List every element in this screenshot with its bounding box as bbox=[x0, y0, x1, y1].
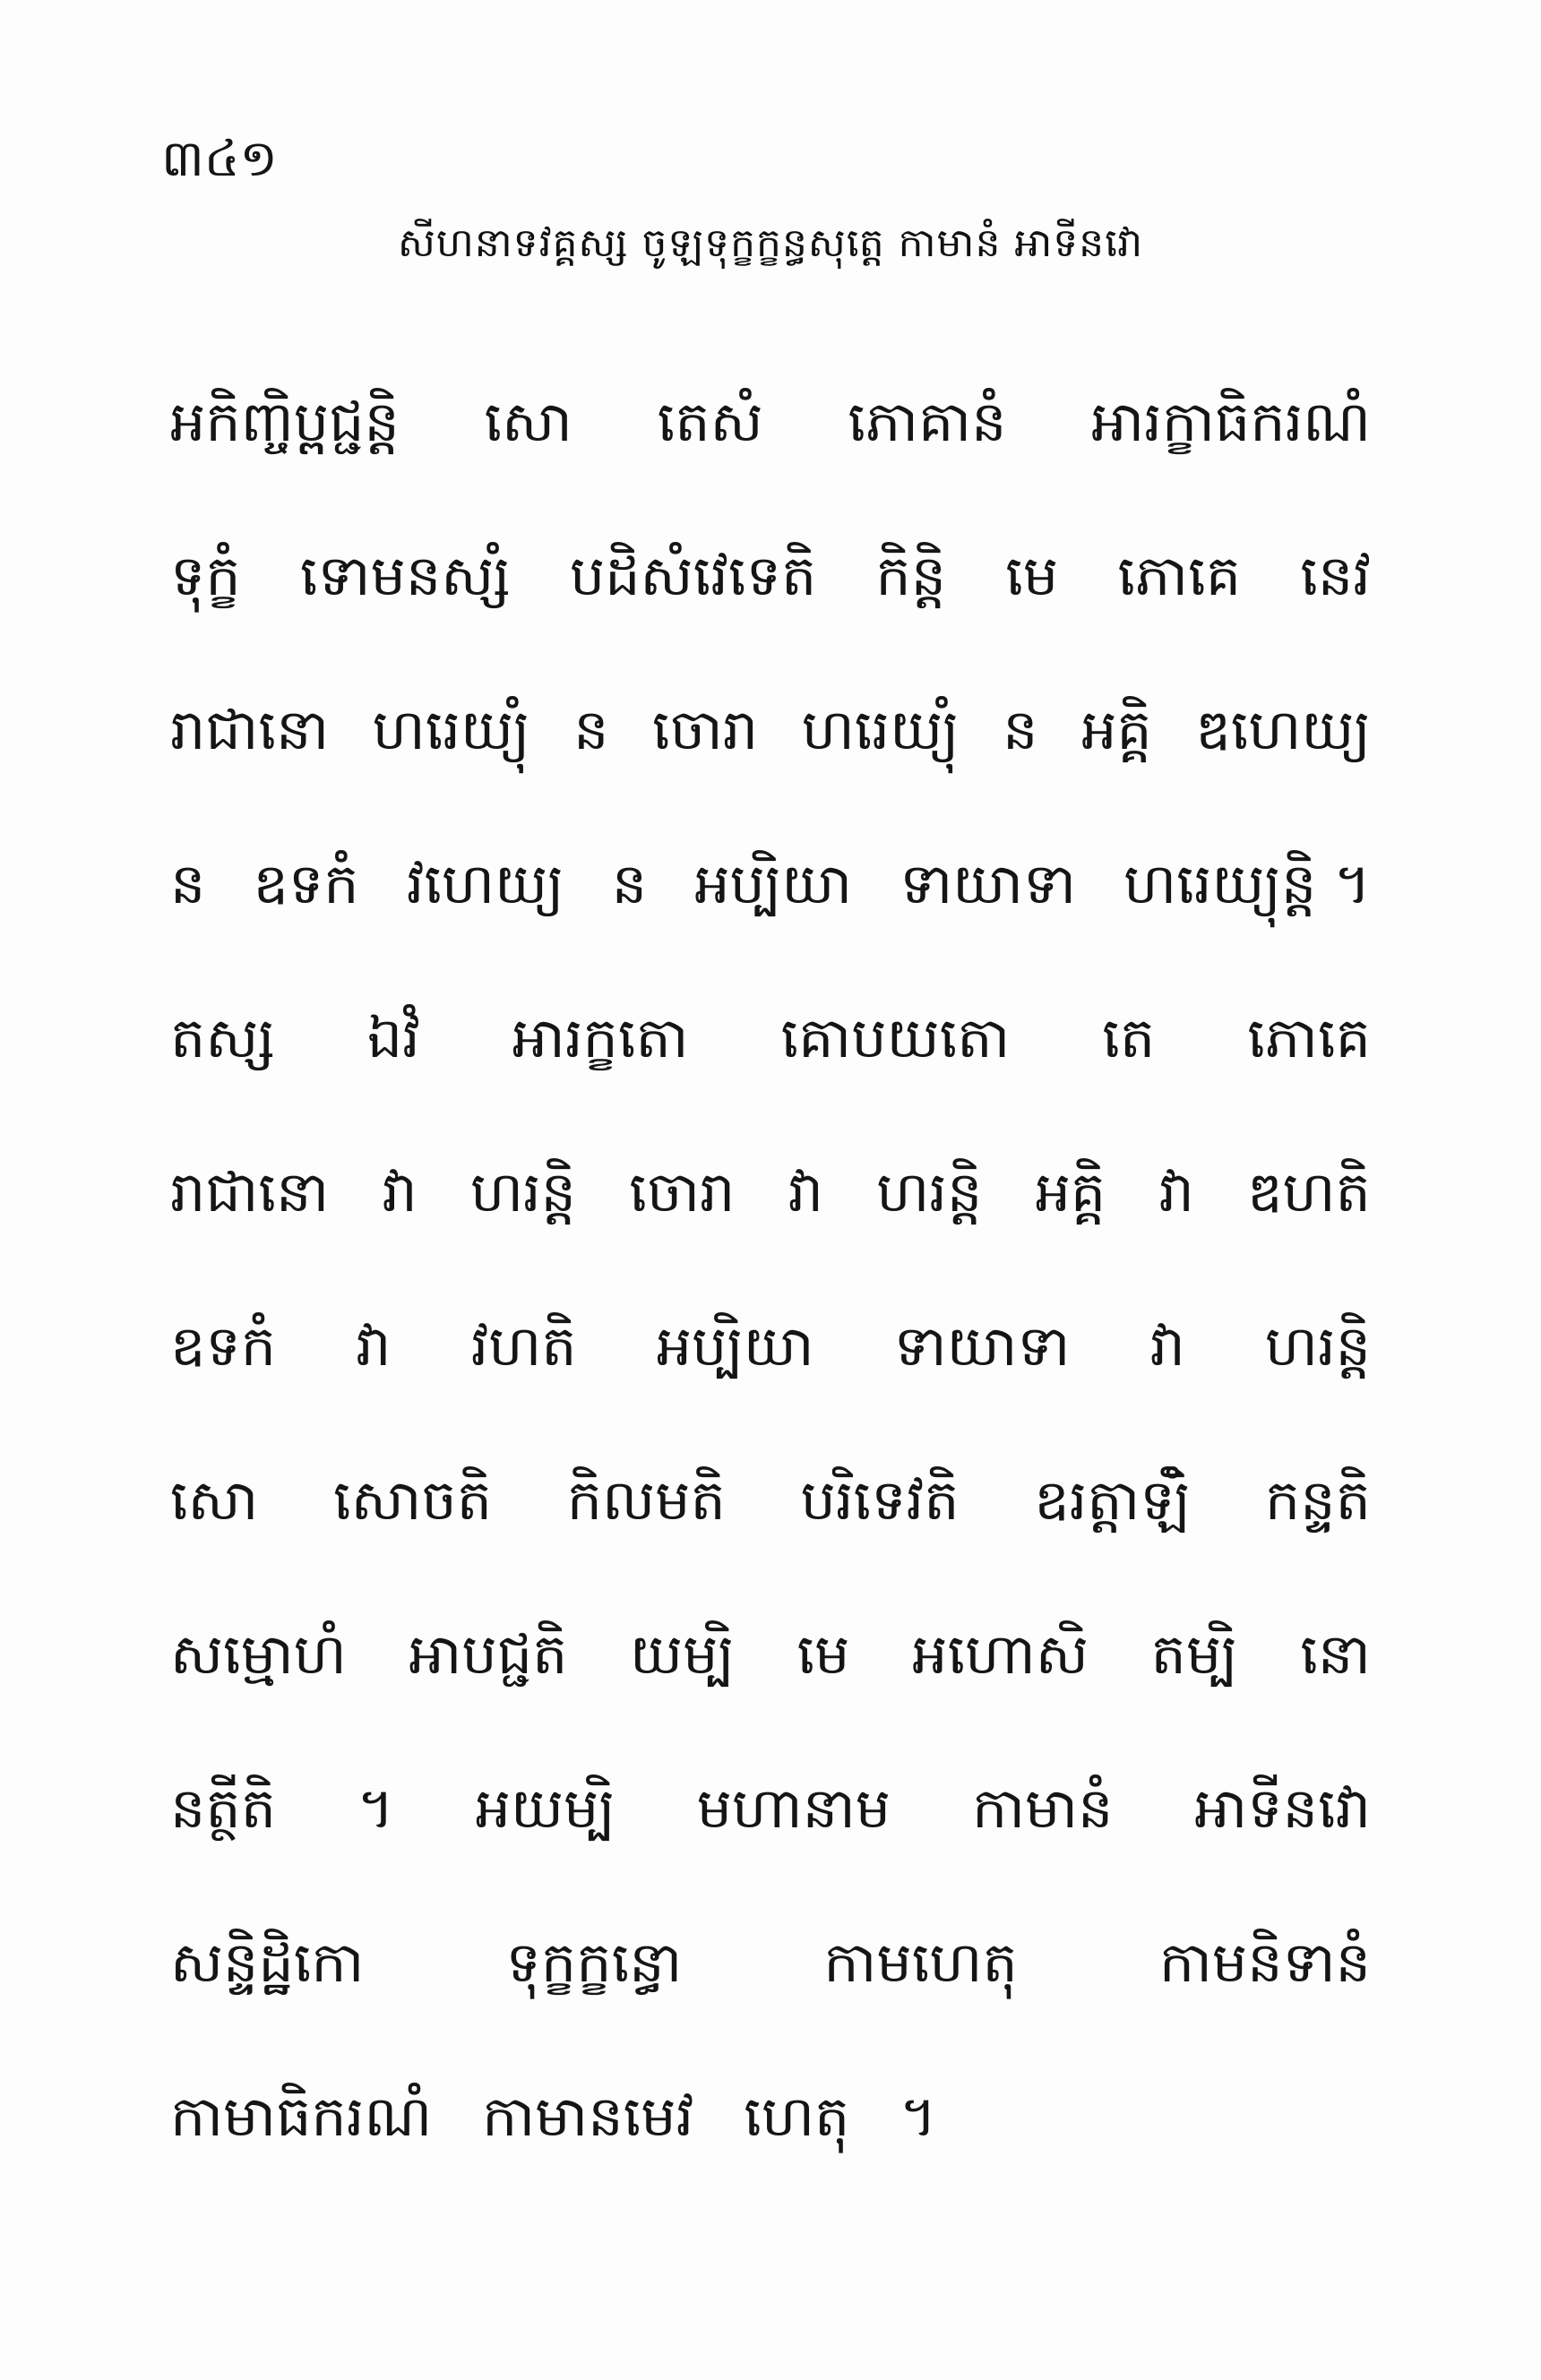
word: ន bbox=[573, 697, 609, 762]
text-line bbox=[170, 1886, 1371, 2040]
word: កន្ទតិ bbox=[1264, 1467, 1371, 1533]
text-line bbox=[170, 807, 1371, 961]
text-line bbox=[170, 1423, 1371, 1577]
word: ហរេយ្យុន្តិ ។ bbox=[1123, 851, 1371, 916]
word: តស្ស bbox=[170, 1005, 275, 1070]
word: កាមានមេវ bbox=[482, 2084, 694, 2149]
word: វហេយ្យ bbox=[406, 851, 564, 916]
word: វា bbox=[356, 1313, 392, 1379]
word: កាមាធិករណំ bbox=[170, 2084, 433, 2149]
word: អគ្គិ bbox=[1035, 1159, 1106, 1224]
word: នេវ bbox=[1300, 543, 1371, 608]
text-line bbox=[170, 2040, 1371, 2194]
word: គោបយតោ bbox=[780, 1005, 1011, 1070]
word: ន bbox=[1003, 697, 1038, 762]
word: នត្ថីតិ bbox=[170, 1775, 277, 1841]
text-line bbox=[170, 499, 1371, 653]
word: កាមានំ bbox=[971, 1775, 1114, 1841]
text-line bbox=[170, 1731, 1371, 1886]
word: ឌហតិ bbox=[1247, 1159, 1371, 1224]
word: កិលមតិ bbox=[566, 1467, 726, 1533]
word: ហរេយ្យុំ bbox=[801, 697, 960, 762]
word: ឧរត្តាឡិំ bbox=[1034, 1467, 1191, 1533]
word: ឧទកំ bbox=[253, 851, 359, 916]
word: ភោគេ bbox=[1117, 543, 1242, 608]
word: អាទីនវោ bbox=[1194, 1775, 1371, 1841]
word: សន្ទិដ្ឋិកោ bbox=[170, 1929, 365, 1995]
word: កិន្តិ bbox=[875, 543, 947, 608]
word: កាមនិទានំ bbox=[1158, 1929, 1371, 1995]
word: អប្បិយា bbox=[656, 1313, 814, 1379]
page-number: ៣៤១ bbox=[161, 130, 278, 188]
word: អយម្បិ bbox=[475, 1775, 616, 1841]
word: ហរន្តិ bbox=[876, 1159, 983, 1224]
word: ភោគេ bbox=[1247, 1005, 1371, 1070]
word: ។ bbox=[900, 2084, 937, 2149]
word: មហានាម bbox=[696, 1775, 891, 1841]
word: អាបជ្ជតិ bbox=[409, 1621, 568, 1687]
word: ហរេយ្យុំ bbox=[372, 697, 530, 762]
word: ន bbox=[170, 851, 206, 916]
word: ន bbox=[611, 851, 648, 916]
word: ឌហេយ្យ bbox=[1195, 697, 1371, 762]
word: ឯវំ bbox=[366, 1005, 420, 1070]
word: វា bbox=[382, 1159, 418, 1224]
word: ចោរា bbox=[652, 697, 759, 762]
word: សោចតិ bbox=[333, 1467, 493, 1533]
word: វហតិ bbox=[470, 1313, 577, 1379]
word: អារក្ខាធិករណំ bbox=[1091, 389, 1371, 454]
word: ភោគានំ bbox=[848, 389, 1007, 454]
word: តម្បិ bbox=[1150, 1621, 1238, 1687]
word: នោ bbox=[1300, 1621, 1371, 1687]
word: ទុក្ខំ bbox=[170, 543, 241, 608]
word: អប្បិយា bbox=[694, 851, 853, 916]
word: អហោសិ bbox=[912, 1621, 1089, 1687]
word: តេ bbox=[1102, 1005, 1156, 1070]
word: តេសំ bbox=[657, 389, 763, 454]
word: វា bbox=[1158, 1159, 1194, 1224]
text-line bbox=[170, 1269, 1371, 1423]
word: សោ bbox=[484, 389, 572, 454]
word: ចោរា bbox=[629, 1159, 736, 1224]
word: ហេតុ bbox=[744, 2084, 850, 2149]
word: វា bbox=[1149, 1313, 1185, 1379]
word: មេ bbox=[1005, 543, 1059, 608]
text-line bbox=[170, 1577, 1371, 1731]
word: ទាយាទា bbox=[893, 1313, 1071, 1379]
text-line bbox=[170, 653, 1371, 807]
word: រាជានោ bbox=[170, 1159, 330, 1224]
word: អកិញ្ចិប្ពជ្ជន្តិ bbox=[170, 389, 400, 454]
word: អារក្ខតោ bbox=[512, 1005, 689, 1070]
running-header: សីហនាទវគ្គស្ស ចូឡទុក្ខក្ខន្ធសុត្តេ កាមានំ អាទីនវោ bbox=[397, 220, 1144, 266]
word: ទាយាទា bbox=[900, 851, 1076, 916]
body-text bbox=[170, 345, 1371, 2194]
word: ទុក្ខក្ខន្ធោ bbox=[505, 1929, 683, 1995]
word: សម្មោហំ bbox=[170, 1621, 347, 1687]
text-line bbox=[170, 1115, 1371, 1269]
word: កាមហេតុ bbox=[823, 1929, 1018, 1995]
text-line bbox=[170, 345, 1371, 499]
word: សោ bbox=[170, 1467, 259, 1533]
word: បរិទេវតិ bbox=[800, 1467, 960, 1533]
text-line bbox=[170, 961, 1371, 1115]
word: ទោមនស្សំ bbox=[299, 543, 511, 608]
word: ហរន្តិ bbox=[1264, 1313, 1371, 1379]
word: មេ bbox=[796, 1621, 850, 1687]
word: វា bbox=[788, 1159, 823, 1224]
word: ហរន្តិ bbox=[469, 1159, 577, 1224]
word: ឧទកំ bbox=[170, 1313, 277, 1379]
word: បដិសំវេទេតិ bbox=[569, 543, 817, 608]
word: អគ្គិ bbox=[1081, 697, 1152, 762]
word: យម្បិ bbox=[630, 1621, 735, 1687]
word: រាជានោ bbox=[170, 697, 330, 762]
word: ។ bbox=[357, 1775, 394, 1841]
